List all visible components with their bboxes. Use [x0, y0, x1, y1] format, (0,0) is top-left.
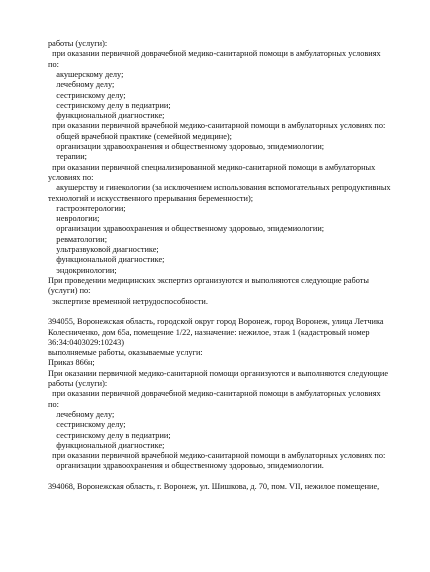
document-text-line: по:	[48, 59, 59, 69]
document-text-line: экспертизе временной нетрудоспособности.	[48, 296, 208, 306]
document-text-line: условиях по:	[48, 172, 94, 182]
document-text-line: эндокринологии;	[48, 265, 117, 275]
document-text-line: 394068, Воронежская область, г. Воронеж, ул. Шишкова, д. 70, пом. VII, нежилое помещение,	[48, 482, 380, 492]
document-text-line: при оказании первичной специализированной медико-санитарной помощи в амбулаторных	[48, 162, 376, 172]
document-text-line: организации здравоохранения и общественному здоровью, эпидемиологии;	[48, 142, 325, 151]
document-text-line: гастроэнтерологии;	[48, 203, 126, 213]
document-text-line: акушерству и гинекологии (за исключением использования вспомогательных репродуктивных	[48, 183, 391, 193]
document-text-line: неврологии;	[48, 214, 100, 224]
document-text-line: лечебному делу;	[48, 80, 115, 90]
document-text-line: Колесниченко, дом 65а, помещение 1/22, назначение: нежилое, этаж 1 (кадастровый номер	[48, 327, 370, 337]
document-text-line: работы (услуги):	[48, 379, 108, 388]
document-text-line: При проведении медицинских экспертиз организуются и выполняются следующие работы	[48, 275, 369, 285]
document-text-line: сестринскому делу;	[48, 420, 126, 430]
document-text-line: сестринскому делу в педиатрии;	[48, 430, 171, 440]
document-text-line: ультразвуковой диагностике;	[48, 245, 159, 254]
document-text-line: общей врачебной практике (семейной медицине);	[48, 131, 232, 141]
document-text-line: выполняемые работы, оказываемые услуги:	[48, 348, 203, 358]
document-text-line: при оказании первичной врачебной медико-санитарной помощи в амбулаторных условиях по:	[48, 451, 386, 461]
document-text-line: при оказании первичной доврачебной медико-санитарной помощи в амбулаторных условиях	[48, 49, 381, 59]
document-text-line: ревматологии;	[48, 234, 107, 244]
document-text-line: сестринскому делу в педиатрии;	[48, 100, 171, 110]
document-text-line: Приказ 866н;	[48, 358, 95, 368]
document-text-line: сестринскому делу;	[48, 90, 126, 100]
document-text-line: При оказании первичной медико-санитарной помощи организуются и выполняются следующие	[48, 368, 389, 378]
document-text-line: организации здравоохранения и общественному здоровью, эпидемиологии.	[48, 461, 324, 471]
document-text-line: функциональной диагностике;	[48, 111, 165, 121]
document-text-line: 36:34:0403029:10243)	[48, 337, 125, 347]
document-text-line: функциональной диагностике;	[48, 440, 165, 450]
document-text-line: лечебному делу;	[48, 409, 115, 419]
document-text-line: функциональной диагностике;	[48, 255, 165, 265]
document-text-line: при оказании первичной врачебной медико-санитарной помощи в амбулаторных условиях по:	[48, 121, 386, 131]
document-text-line: 394055, Воронежская область, городской округ город Воронеж, город Воронеж, улица Летчика	[48, 317, 384, 327]
document-text-line: организации здравоохранения и общественному здоровью, эпидемиологии;	[48, 224, 325, 234]
document-text-line: терапии;	[48, 152, 87, 162]
document-text-line: работы (услуги):	[48, 39, 108, 48]
document-text-line: (услуги) по:	[48, 286, 91, 296]
document-text-line: технологий и искусственного прерывания беременности);	[48, 193, 254, 203]
document-text-line: по:	[48, 399, 59, 409]
document-text-line: акушерскому делу;	[48, 69, 124, 79]
document-text-line: при оказании первичной доврачебной медико-санитарной помощи в амбулаторных условиях	[48, 389, 381, 399]
